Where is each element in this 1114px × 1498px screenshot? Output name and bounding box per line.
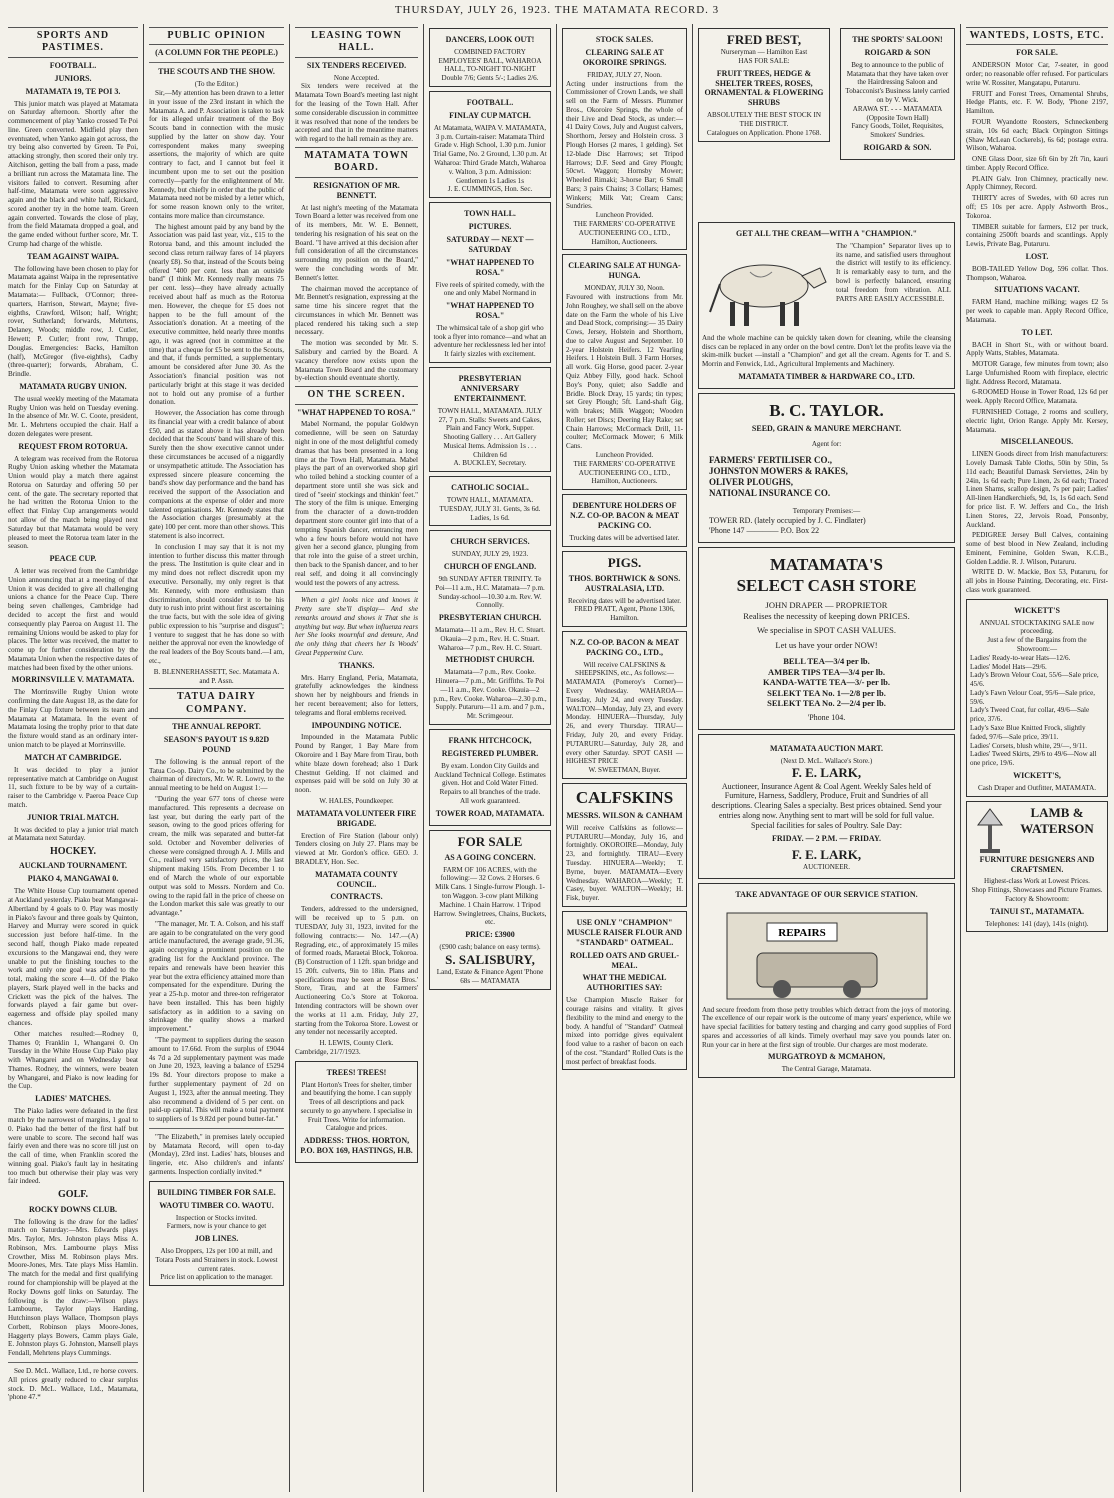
ad-text: Agent for: [811,439,842,448]
ad-heading: FURNITURE DESIGNERS AND CRAFTSMEN. [979,854,1095,874]
ad-text: "WHAT HAPPENED TO ROSA." [445,301,535,320]
ad-heading: N.Z. CO-OP. BACON & MEAT PACKING CO., LTD., [569,637,680,657]
column-rule [556,24,557,1492]
ad-text: "WHAT HAPPENED TO ROSA." [445,257,535,277]
for-sale-ad [429,830,551,990]
debenture-ad [562,494,687,547]
subheading: REQUEST FROM ROTORUA. [18,441,128,451]
ad-text: Temporary Premises:— [792,507,861,516]
section-heading: PUBLIC OPINION [149,27,284,45]
classified-item: 6-ROOMED House in Tower Road, 12s 6d per week. Apply Record Office, Matamata. [966,388,1108,406]
list-item: JOHNSTON MOWERS & RAKES, [709,465,848,476]
subheading: IMPOUNDING NOTICE. [311,720,402,730]
subheading: CONTRACTS. [330,892,383,902]
article-text: "During the year 677 tons of cheese were manufactured. This represents a decrease on last year, but during the early part of the season, owing to the good prices offering for cream, the milk was separated and butter-fat sold. October and November deliveries of cheese were consigned through A. J. Mills and Co., realised very satisfactory prices, the last shipment making 150s. From December 1 to end of March the whole of our exportable output was sold to Messrs. Nordern and Co. owing to the rapid fall in the price of cheese on the London market this sale was greatly to our advantage." [149,794,284,918]
subheading: GOLF. [58,1189,88,1201]
ad-heading: FRED BEST, [726,32,802,47]
ad-text: J. E. CUMMINGS, Hon. Sec. [447,185,533,194]
ad-heading: ROIGARD & SON. [863,142,932,152]
list-item: AMBER TIPS TEA—3/4 per lb. [768,666,885,677]
classified-item: FARM Hand, machine milking; wages £2 5s per week to capable man. Apply Record Office, Matamata. [966,298,1108,324]
classified-item: BOB-TAILED Yellow Dog, 596 collar. Thos. Thompson, Waharoa. [966,264,1108,282]
ad-text: Highest-class Work at Lowest Prices. [984,877,1090,886]
subheading: MISCELLANEOUS. [1000,437,1074,447]
section-heading: MATAMATA TOWN BOARD. [295,147,418,178]
ad-heading: TAKE ADVANTAGE OF OUR SERVICE STATION. [735,889,918,899]
classified-item: PLAIN Galv. Iron Chimney, practically new. Apply Chimney, Record. [966,174,1108,192]
ad-heading: TOWER ROAD, MATAMATA. [435,808,545,818]
article-text: The usual weekly meeting of the Matamata Rugby Union was held on Tuesday evening. In the absence of Mr. W. C. Coote, president, Mr. L. Mehrtens occupied the chair. Half a dozen delegates were present. [8,394,138,438]
ad-text: Plant Horton's Trees for shelter, timber and beautifying the home. I can supply Trees of all descriptions and pack securely to go anywhere. I specialise in Fruit Trees. Write for information. Catalogue and prices. [300,1080,413,1133]
subheading: MATCH AT CAMBRIDGE. [24,752,122,762]
article-text: Other matches resulted:—Rodney 0, Thames 0; Franklin 1, Whangarei 0. On Tuesday in the White House Cup Piako play with Whangarei and on Wednesday beat Thames. Rodney, the winners, were beaten by Whangarei, and Piako is now leading for the Cup. [8,1029,138,1091]
classified-item: THIRTY acres of Swedes, with 60 acres run off; £5 10s per acre. Apply Ashworth Bros., Tokoroa. [966,194,1108,220]
article-text: A letter was received from the Cambridge Union announcing that at a meeting of that Union it was decided to give all challenging unions a chance for the Peace Cup. There being seven challenges, Cambridge had decided to accept the first and would consequently play Paeroa on August 11. The remaining Unions would be asked to play for places. The letter was received, the matter to come up for further consideration by the Matamata Union when the respective dates of matches had been fixed by the other unions. [8,567,139,672]
subheading: LADIES' MATCHES. [35,1094,111,1104]
classifieds-column [962,24,1112,1492]
article-text: In conclusion I may say that it is not my intention to further discuss this matter through the press. The Institution is quite clear and in my mind does not reflect discredit upon my executive. Personally, my only regret is that Mr. Kennedy, with more enthusiasm than discrimination, should consider it to be his duty to rush into print without first ascertaining the true facts, but with the sole idea of giving public expression to his "surprise and disgust"; I venture to suggest that he has done so with neither the approval nor even the knowledge of the real leaders of the Boy Scouts band.—I am, etc., [149,542,284,665]
ad-heading: TAINUI ST., MATAMATA. [990,906,1084,916]
ad-text: Realises the necessity of keeping down PRICES. [743,610,910,621]
article-text: The Morrinsville Rugby Union wrote confirming the date August 18, as the date for the Finlay Cup fixture between its team and Matamata at Matamata. In the event of Matamata losing the trophy prior to that date the fixture would stand as an ordinary inter-union match to be played at Morrinsville. [8,688,138,750]
ad-heading: FRANK HITCHCOCK, [448,736,532,746]
ad-heading: WATERSON [1020,820,1094,836]
ad-text: JOHN DRAPER — PROPRIETOR [765,600,888,611]
signature: W. HALES, Poundkeeper. [319,796,394,805]
article-text: Tenders, addressed to the undersigned, will be received up to 5 p.m. on TUESDAY, July 31, 1923, invited for the following contracts:— No. 147.—(A) Regrading, etc., of approximately 15 miles of formed roads, Maraetai Block, Tokoroa. (B) Construction of 1 12ft. span bridge and 15 20ft. culverts, 9in to 18in. Plans and specifications may be seen at Rose Bros.' Store, Tirau, and at the Farmers' Auctioneering Co.'s Store at Tokoroa. Intending contractors will be shown over the works at 11 a.m. Friday, July 27, starting from the Tokoroa Store. Lowest or any tender not necessarily accepted. [295,905,418,1037]
column-rule [423,24,424,1492]
sports-column [4,24,142,1492]
ad-heading: WAOTU TIMBER CO. WAOTU. [159,1200,274,1210]
article-text: The Piako ladies were defeated in the first match by the narrowest of margins, 1 goal to 0. Piako had the better of the first half but were unable to score. The second half was fairly even and there was no score till just on the call of time, when Franklin scored the winning goal. Piako's fault lay in hesitating too much but otherwise their play was very fair indeed. [8,1107,138,1186]
subheading: TO LET. [1021,327,1053,337]
ad-heading: F. E. LARK, [791,847,862,862]
ad-heading: LAMB & [1030,804,1084,820]
ad-text: Land, Estate & Finance Agent 'Phone 68s — MATAMATA [436,967,544,985]
article-text: A telegram was received from the Rotorua Rugby Union asking whether the Matamata Union would play a match there against Rotorua on Saturday and offering 50 per cent. of the gate. The secretary reported that he had written the Rotorua Union to the effect that Finlay Cup arrangements would not allow of the match being played next Saturday but that Matamata would be very pleased to meet the Rotorua team later in the season. [8,454,138,551]
ad-text: And the whole machine can be quickly taken down for cleaning, while the cleansing discs can be replaced in any order on the bowl centre. Don't let the profits leave via the skim-milk bucket —install a "Champion" and get all the cream. Agents for T. and S. Morrin and Fenwick, Ltd., Agricultural Implements and Machinery. [702,333,951,369]
subheading: MORRINSVILLE V. MATAMATA. [11,675,135,685]
signature: B. BLENNERHASSETT, Sec. Matamata A. and P. Assn. [153,667,280,685]
ad-text: TOWN HALL, MATAMATA. JULY 27, 7 p.m. Stalls: Sweets and Cakes, Plain and Fancy Work, Supper. Shooting Gallery . . . Art Gallery Musical Items. Admission 1s . . . Children 6d [437,406,543,459]
classified-item: BACH in Short St., with or without board. Apply Watts, Stables, Matamata. [966,340,1108,358]
subheading: AUCKLAND TOURNAMENT. [18,861,127,871]
ad-text: 9th SUNDAY AFTER TRINITY. Te Poi—11 a.m., H.C. Matamata—7 p.m. Sunday-school—10.30 a.m. Rev. W. Connolly. [435,575,545,610]
lamp-illustration-icon [970,805,1010,855]
column-rule [692,24,693,1492]
ad-text: 'Phone 147 ———— P.O. Box 22 [709,526,820,536]
garage-illustration-icon [707,903,947,1003]
ad-text: TOWER RD. (lately occupied by J. C. Findlater) [709,516,866,526]
ad-heading: F. E. LARK, [791,765,862,781]
ad-text: Farmers, now is your chance to get [166,1222,267,1231]
agent-list [709,455,944,500]
ad-text: And secure freedom from those petty troubles which detract from the joys of motoring. The excellence of our repair work is the outcome of many years' experience, while we have special facilities for battery testing and charging and carry good supplies of Ford spares and accessories of all kinds. Timely overhaul may save you pounds later on. Run your car in here at the first sign of trouble. Our charges are most moderate. [702,1005,951,1049]
ad-text: ADDRESS: THOS. HORTON, P.O. BOX 169, HASTINGS, H.B. [300,1136,413,1156]
article-text: It was decided to play a junior representative match at Cambridge on August 11, such fixture to be by way of a curtain-raiser to the Cambridge v. Paeroa Peace Cup match. [8,765,138,809]
ad-heading: ROLLED OATS AND GRUEL-MEAL. [570,950,679,970]
ad-heading: BUILDING TIMBER FOR SALE. [157,1187,276,1197]
ad-heading: JOB LINES. [194,1234,239,1244]
ad-text: By exam. London City Guilds and Auckland Technical College. Estimates given. Hot and Cold Water Fitted. Repairs to all branches of the trade. [434,761,546,797]
dance-ad [429,28,551,87]
ad-text: W. SWEETMAN, Buyer. [588,766,661,775]
ad-text: Five reels of spirited comedy, with the one and only Mabel Normand in [435,280,545,298]
service-station-ad [698,883,955,1078]
article-text: The following is the draw for the ladies' match on Saturday:—Mrs. Edwards plays Mrs. Taylor, Mrs. Johnston plays Miss A. Robinson, Mrs. Lambourne plays Miss Crowther, Miss M. Robinson plays Mrs. Moore-Jones, Mrs. Tate plays Miss Hamlin. The match for the medal and first qualifying round for championship will be played at the Rocky Downs golf links on Saturday. The following is the draw:—Wilson plays Lambourne, Taylor plays Harding, Hutchinson plays Wallace, Thompson plays Corbett, Robinson plays Moore-Jones, Haggerty plays Bowers, Camm plays Gale, E. Johnston plays G. Johnston, Mansell plays Fendall, Mehrtens plays Cummings. [8,1217,138,1358]
ad-heading: FRIDAY. — 2 P.M. — FRIDAY. [772,834,881,844]
ad-text: All work guaranteed. [459,796,521,805]
ad-text: At Matamata, WAIPA V. MATAMATA, 3 p.m. Curtain-raiser: Matamata Third Grade v. High School, 1.30 p.m. Junior Trial Game, No. 2 Ground, 1.30 p.m. At Waharoa: Third Grade Match, Waharoa v. Walton, 3 p.m. Admission: Gentlemen 1s Ladies 1s [433,123,547,185]
ad-heading: PICTURES. [468,222,512,231]
article-text: Six tenders were received at the Matamata Town Board's meeting last night for the leasing of the Town Hall. After some considerable discussion in committee it was resolved that none of the tenders be accepted and that in the meantime matters with regard to the hall remain as they are. [295,82,418,144]
article-text: The motion was seconded by Mr. S. Salisbury and carried by the Board. A vacancy therefore now exists upon the Matamata Town Board and the customary by-election should eventuate shortly. [295,339,418,383]
list-item: SELEKT TEA No. 1—2/8 per lb. [767,687,886,698]
signature: H. LEWIS, County Clerk. [319,1039,394,1048]
ad-text: Fancy Goods, Toilet, Requisites, Smokers' Sundries. [851,122,944,140]
section-heading: TATUA DAIRY COMPANY. [149,688,284,719]
article-text: None Accepted. [333,73,380,82]
ad-heading: MATAMATA TIMBER & HARDWARE CO., LTD. [738,372,915,382]
list-item: Lady's Fawn Velour Coat, 95/6—Sale price, 59/6. [970,688,1096,706]
ad-heading: SEED, GRAIN & MANURE MERCHANT. [751,424,902,434]
classified-item: ANDERSON Motor Car, 7-seater, in good order; no reasonable offer refused. For particulars write W. Rossiter, Mangatapu, Putaruru. [966,61,1108,87]
stock-sales-column [558,24,691,1492]
wide-ads-column [694,222,959,1492]
subheading: HOCKEY. [49,846,97,858]
ad-heading: WICKETT'S [1014,605,1060,615]
ad-heading: AS A GOING CONCERN. [444,852,536,862]
article-text: Impounded in the Matamata Public Pound by Ranger, 1 Bay Mare from Okoroire and 1 Bay Mare from Tirau, both white blaze down forehead; also 1 Dark Chestnut Gelding. If not claimed and expenses paid will be sold on July 30 at noon. [295,733,418,795]
ad-text: FRUIT TREES, HEDGE & SHELTER TREES, ROSES, ORNAMENTAL & FLOWERING SHRUBS [704,68,824,108]
section-heading: LEASING TOWN HALL. [295,27,418,58]
events-column [425,24,555,1492]
ad-text: The "Champion" Separator lives up to its name, and satisfied users throughout the district will testify to its efficiency. It is remarkably easy to turn, and the bowl is perfectly balanced, ensuring total freedom from vibration. ALL PARTS ARE EASILY ACCESSIBLE. [836,241,951,303]
subheading: THE ANNUAL REPORT. [172,722,261,732]
ad-heading: STOCK SALES. [595,35,654,44]
ad-heading: MATAMATA AUCTION MART. [770,743,883,753]
pictures-ad [429,202,551,363]
ad-text: We specialise in SPOT CASH VALUES. [756,625,897,636]
ad-text: Beg to announce to the public of Matamata that they have taken over the Hairdressing Saloon and Tobacconist's Business lately carried on by V. Wick. [845,60,950,104]
classified-item: TIMBER suitable for farmers, £12 per truck, containing 2500ft boards and scantlings. Apply Lewis, Private Bag, Putaruru. [966,222,1108,249]
ad-text: Cash Draper and Outfitter, MATAMATA. [978,783,1096,792]
ad-text: Inspection or Stocks invited. [175,1213,258,1222]
hunga-sale-ad [562,254,687,490]
article-text: Cambridge, 21/7/1923. [295,1047,361,1056]
ad-heading: PRESBYTERIAN ANNIVERSARY ENTERTAINMENT. [453,374,527,403]
article-text: The following is the annual report of the Tatua Co-op. Dairy Co., to be submitted by the chairman of directors, Mr. W. R. Lowry, to the annual meeting to be held on August 1:— [149,757,284,793]
article-text: "The payment to suppliers during the season amount to 17.66d. From the surplus of £9044 4s 7d a 2d supplementary payment was made on June 20, 1923, leaving a balance of £5294 19s 8d. Your directors propose to make a further supplementary payment of 2d on August 1, 1923, after the annual meeting. They also recommend a dividend of 5 per cent. on paid-up capital. This will make a total payment to suppliers of 1s 9.82d per pound butter-fat." [149,1036,284,1124]
ad-text: TOWN HALL, MATAMATA. TUESDAY, JULY 31. Gents, 3s 6d. Ladies, 1s 6d. [439,496,541,522]
subheading: TEAM AGAINST WAIPA. [27,251,119,261]
ad-heading: CATHOLIC SOCIAL. [451,483,529,493]
article-text: Sir,—My attention has been drawn to a letter in your issue of the 23rd instant in which the Matamata A. and P. Association is taken to task for its alleged unfair treatment of the Boy Scouts band in connection with the music supplied by the latter on show day. Your correspondent makes many sweeping assertions, the majority of which are quite contrary to fact, and I cannot but feel it incumbent upon me to set out the position correctly—partly for the enlightenment of Mr. Kennedy, but chiefly in order that the public of Matamata need not be misled by a letter which, for some reason known only to the writer, contains more malice than circumstance. [149,88,284,220]
ad-text: THE FARMERS' CO-OPERATIVE AUCTIONEERING CO., LTD., Hamilton, Auctioneers. [573,459,676,486]
article-text: When a girl looks nice and knows it Pretty sure she'll display— And she remarks around and shows it That she is anything but way. But when influenza rears her She looks mournful and demure, And the only thing that cheers her Is Woods' Great Peppermint Cure. [295,596,418,657]
article-text: The chairman moved the acceptance of Mr. Bennett's resignation, expressing at the same time his sincere regret that the circumstances in which Mr. Bennett was placed rendered his taking such a step necessary. [295,284,418,337]
subheading: SEASON'S PAYOUT 1S 9.82D POUND [163,735,270,754]
ad-text: Catalogues on Application. Phone 1768. [706,128,822,137]
ad-text: MONDAY, JULY 30, Noon. [584,284,665,293]
ad-text: Acting under instructions from the Commissioner of Crown Lands, we shall sell on the Farm of Messrs. Plummer Bros., Okoroire Springs, the whole of their Live and Dead Stock, as under:— 41 Dairy Cows, July and August calvers, Shorthorn, Jersey and Holstein cross. 3 Plough Horses (2 mares, 1 gelding). Set 12-blade Disc Harrows; set Tripod Harrows; D.F. Seed and Grey Plough; 50cwt. Waggon; Hornsby Mower; Wheeled Rimaki; 3-horse Bar; 6 Small Bars; 3 pairs Chains; 3 Collars; Hames; Winkers; Milk Vat; Cream Cans; Sundries. [566,79,683,211]
subheading: JUNIOR TRIAL MATCH. [27,812,119,822]
ad-text: FARM OF 106 ACRES, with the following:— 32 Cows. 2 Horses. 6 Milk Cans. 1 Single-furrow Plough. 1-ton Waggon. 3-cow plant Milking Machine. 1 Chain Harrow. 1 Tripod Harrow. Swingletrees, Chains, Buckets, etc. [433,865,547,927]
subheading: FOR SALE. [1016,48,1058,58]
ad-heading: FOOTBALL. [466,98,514,108]
ad-text: Will receive Calfskins as follows:— PUTARURU—Monday, July 16, and fortnightly. OKOROIRE—Monday, July 23, and fortnightly. TIRAU—Every Tuesday. HINUERA—Weekly; T. Byrne, buyer. MATAMATA—Every Wednesday. WAHAROA—Weekly; T. Casey, buyer. WALTON—Weekly; H. Fisk, buyer. [566,823,683,903]
public-opinion-column [145,24,288,1492]
article-text: The following have been chosen to play for Matamata against Waipa in the representative match for the Finlay Cup on Saturday at Matamata:— Fullback, O'Connor; three-quarters, Harrison, Stewart, Mayne; five-eighths, Crawford, Wilson; half, Wright; rover, Sutherland; forwards, Mehrtens, Delaney, Woods; middle row, J. Cutler, Hewett; P. Cutler; front row, Thrupp, Douglas. Emergencies: Backs, Hamilton (half), McGregor (five-eighths), Cadby (three-quarter); forwards, Abraham, C. Brindle. [8,264,138,379]
ad-heading: PRESBYTERIAN CHURCH. [438,613,542,623]
list-item: Lady's Tweed Coat, fur collar, 49/6—Sale price, 37/6. [970,706,1090,724]
subheading: PIAKO 4, MANGAWAI 0. [27,874,119,884]
list-item: BELL TEA—3/4 per lb. [783,656,870,667]
column-rule [143,24,144,1492]
ad-heading: FINLAY CUP MATCH. [449,110,531,120]
ad-heading: MATAMATA'S [769,554,883,574]
ad-text: Will receive CALFSKINS & SHEEPSKINS, etc., As follows:— [575,660,674,678]
subheading: RESIGNATION OF MR. BENNETT. [313,180,400,200]
article-text: The highest amount paid by any band by the Association was paid last year, viz., £15 to the Rotorua band, and this amount included the second class return railway fares of 14 players (nearly £8). So that, instead of the Scouts being offered "400 per cent. less than an outside band" (I think Mr. Kennedy really means 75 per cent. less)—they have already actually received about half as much as the Rotorua men. However, the cheque for £5 does not happen to be the full amount of the Association's donation. At a meeting of the executive committee, held nearly three months ago, it was agreed (not in committee at the time) that a cheque for £5 be sent to the Scouts, and that, if funds permitted, a supplementary amount be considered after June 30. As the Association's financial position was not particularly bright at this stage it was decided not to hold out any promise of a further donation. [149,222,284,407]
ad-text: Matamata—7 p.m., Rev. Cooke. Hinuera—7 p.m., Mr. Griffiths. Te Poi—11 a.m., Rev. Cooke. Okauia—2 p.m., Rev. Cooke. Waharoa—2.30 p.m., Supply. Putaruru—11 a.m. and 7 p.m., Mr. Scrimgeour. [433,668,547,721]
classified-item: PEDIGREE Jersey Bull Calves, containing some of best blood in New Zealand, including Eminent, Feminine, Golden Swan, K.C.B., Golden Laddie. R. J. Wilson, Putaruru. [966,531,1108,566]
ad-text: (Next D. McL. Wallace's Store.) [780,756,873,765]
champion-flour-ad [562,911,687,1071]
list-item: KANDA-WATTE TEA—3/- per lb. [762,677,891,688]
ad-text: AUCTIONEER. [802,863,851,872]
ad-text: Nurseryman — Hamilton East [720,48,808,57]
ad-text: Trucking dates will be advertised later. [569,533,680,542]
subheading: THE SCOUTS AND THE SHOW. [158,67,275,77]
ad-text: SUNDAY, JULY 29, 1923. [451,550,529,559]
ad-text: Use Champion Muscle Raiser for courage raisins and vitality. It gives flexibility to the mind and energy to the body. A handful of "Standard" Oatmeal mixed into porridge gives equivalent food value to a rasher of bacon on each of the cost. "Standard" Rolled Oats is the most perfect of breakfast foods. [566,996,683,1066]
ad-text: (£900 cash; balance on easy terms). [439,943,541,952]
ad-heading: THOS. BORTHWICK & SONS. AUSTRALASIA, LTD. [568,573,681,593]
list-item: Ladies' Tweed Skirts, 29/6 to 49/6—Now all one price, 19/6. [970,750,1097,768]
ad-text: FRED PRATT, Agent, Phone 1306, Hamilton. [574,605,675,623]
page-header: THURSDAY, JULY 26, 1923. THE MATAMATA RECORD. 3 [394,4,720,16]
list-item: SELEKT TEA No. 2—2/4 per lb. [767,698,886,709]
list-item: Ladies' Ready-to-wear Hats—12/6. [970,653,1071,662]
list-item: NATIONAL INSURANCE CO. [709,488,831,499]
subheading: JUNIORS. [54,73,92,83]
cow-illustration-icon [702,242,832,334]
subheading: LOST. [1025,251,1049,261]
ad-text: Just a few of the Bargains from the Showroom:— [987,636,1087,654]
cash-store-ad [698,547,955,730]
list-item: OLIVER PLOUGHS, [709,477,794,488]
list-item: Lady's Saxe Blue Knitted Frock, slightly faded, 97/6—Sale price, 39/11. [970,724,1086,741]
ad-heading: B. C. TAYLOR. [769,400,884,420]
cream-separator-ad [698,222,955,389]
ad-heading: CALFSKINS [575,787,674,807]
ad-heading: MESSRS. WILSON & CANHAM [566,810,683,820]
skins-ad [562,631,687,779]
classified-item: FURNISHED Cottage, 2 rooms and scullery, electric light, Orion Range. Apply Mr. Kersey, Matamata. [966,408,1108,434]
ad-heading: SELECT CASH STORE [736,576,917,595]
article-text: Mabel Normand, the popular Goldwyn comedienne, will be seen on Saturday night in one of the most delightful comedy dramas that has been presented in a long time at the Town Hall, Matamata. Mabel plays the part of an overworked shop girl who toiled behind a stocking counter of a department store until she was sick and tired of "seein' stockings and thinkin' feet." The story of the film is unique. Emerging from the character of a down-trodden department store counter girl into that of a tempting Spanish dancer, entrancing men who a few hours before would not have given her a second glance, plunging from that role into the guise of a street urchin, then back to the Spanish dancer, and to her real self, and doing it all convincingly would test the powers of any actress. [295,420,418,587]
ad-heading: TOWN HALL. [464,209,516,219]
calfskins-ad [562,783,687,907]
article-text: However, the Association has come through its financial year with a credit balance of about £50, and as stated above it has already been decided that the Scouts' band will share of this. Surely then the show executive cannot under these circumstances be accused of a niggardly or unsympathetic attitude. The Association has expressed sincere pleasure concerning the band's show day performance and the band has received the support of the Association and companions at the expense of older and more talented organisations. Mr. Kennedy states that the Association charges (presumably at the gate) 100 per cent. more than other shows. This statement is also incorrect. [149,409,285,541]
lamb-waterson-ad [966,801,1108,933]
article-text: See D. McL. Wallace, Ltd., re horse covers. All prices greatly reduced to clear surplus stock. D. McL. Wallace, Ltd., Matamata, 'phone 47.* [8,1367,138,1402]
taylor-ad [698,393,955,543]
ad-text: Auctioneer, Insurance Agent & Coal Agent. Weekly Sales held of Furniture, Harness, Saddlery, Produce, Fruit and Sundries of all descriptions. Clearing Sales a specialty. Best prices obtained. Send your entries along now. Anything sent to mart will be sold for full value. Special facilities for sales of Poultry. Sale Day: [711,781,942,831]
ad-heading: REGISTERED PLUMBER. [441,748,539,758]
subheading: MATAMATA VOLUNTEER FIRE BRIGADE. [296,808,417,828]
classified-item: LINEN Goods direct from Irish manufacturers: Lovely Damask Table Cloths, 50in by 50in, 5s 11d each; Beautiful Damask Serviettes, 24in by 24in, 1s 6d each; Pure Linen, 2s 6d each; Traced Linen Shams, scallop design, 7s per pair; Ladies' All-linen Handkerchiefs, 9d, 1s, 1s 6d each. Send for price list. F. W. Jeffers and Co., the Irish Linen Stores, 22, Jervois Road, Ponsonby, Auckland. [966,450,1108,529]
ad-heading: WHAT THE MEDICAL AUTHORITIES SAY: [582,973,667,993]
ad-heading: PRICE: £3900 [465,930,515,940]
tea-list [707,656,946,709]
ad-text: ANNUAL STOCKTAKING SALE now proceeding. [979,618,1095,636]
ad-heading: WICKETT'S, [1013,770,1061,780]
classified-item: FRUIT and Forest Trees, Ornamental Shrubs, Hedge Plants, etc. F. W. Body, 'Phone 2197, Hamilton. [966,89,1108,116]
subheading: MATAMATA COUNTY COUNCIL. [315,869,398,889]
subheading: THANKS. [338,660,375,670]
ad-text: Double 7/6; Gents 5/-; Ladies 2/6. [441,74,539,83]
ad-text: Telephones: 141 (day), 141s (night). [985,919,1089,928]
ad-text: COMBINED FACTORY EMPLOYEES' BALL, WAHAROA HALL, TO-NIGHT TO-NIGHT [438,47,542,74]
ad-heading: TREES! TREES! [326,1067,387,1077]
ad-text: Receiving dates will be advertised later. [567,596,682,605]
subheading: PEACE CUP. [49,554,97,564]
subheading: SIX TENDERS RECEIVED. [306,60,407,70]
list-item: FARMERS' FERTILISER CO., [709,454,833,465]
plumber-ad [429,729,551,826]
ad-text: SATURDAY — NEXT — SATURDAY [446,234,534,254]
subheading: (A COLUMN FOR THE PEOPLE.) [155,48,278,58]
ad-text: Favoured with instructions from Mr. John Roughey, we shall sell on the above date on the Farm the whole of his Live and Dead Stock, comprising:— 35 Dairy Cows, Jersey, Holstein and Shorthorn, due to calve August and September. 10 2-year Holstein Heifers. 12 Yearling Heifers. 1 Holstein Bull. 3 Farm Horses, all work. Gig Horse, good pacer. 2-year Quiz Abbey Filly, good hack. School Boy's Pony, quiet; also Saddle and Bridle. Block Dray, 15 yards; tin types; set Grey Plough; 5ft. Land-shaft Gig, with brakes; Milk Waggon; Wooden Roller; set Discs; Deering Hay Rake; set Chain Harrows; McCormack Drill, 11-coulter; McCormack Mower; 6 Milk Cans. [566,292,683,451]
ad-text: MATAMATA (Pomeroy's Corner)—Every Wednesday. WAHAROA—Tuesday, July 24, and every Tuesday. WALTON—Monday, July 23, and every Monday. HINUERA—Thursday, July 26, and every Thursday. TIRAU—Friday, July 20, and every Friday. PUTARURU—Saturday, July 28, and every other Saturday. SPOT CASH — HIGHEST PRICE [566,678,683,766]
column-rule [289,24,290,1492]
ad-heading: CHURCH SERVICES. [450,537,530,547]
football-ad [429,91,551,198]
ad-text: ARAWA ST. - - - MATAMATA (Opposite Town Hall) [852,104,943,122]
ad-text: Shop Fittings, Showcases and Picture Frames. [971,886,1103,895]
article-text: At last night's meeting of the Matamata Town Board a letter was received from one of its members, Mr. W. E. Bennett, tendering his resignation of his seat on the Board. "I have arrived at this decision after full consideration of all the circumstances surrounding my position on the Board," were the concluding words of Mr. Bennett's letter. [295,203,418,282]
ad-text: Luncheon Provided. [595,451,654,459]
subheading: ROCKY DOWNS CLUB. [29,1204,117,1214]
wicketts-ad [966,599,1108,797]
list-item: Lady's Brown Velour Coat, 55/6—Sale price, 45/6. [970,671,1099,689]
ad-text: Also Droppers, 12s per 100 at mill, and Totara Posts and Strainers in stock. Lowest current rates. [155,1247,278,1273]
ad-text: Factory & Showroom: [1005,895,1069,904]
ad-text: Let us have your order NOW! [775,639,878,650]
ad-heading: METHODIST CHURCH. [445,655,535,665]
ad-text: Matamata—11 a.m., Rev. H. C. Stuart. Okauia—2 p.m., Rev. H. C. Stuart. Waharoa—7 p.m., Rev. H. C. Stuart. [435,626,545,652]
ad-heading: S. SALISBURY, [445,951,535,967]
ad-heading: USE ONLY "CHAMPION" MUSCLE RAISER FLOUR AND "STANDARD" OATMEAL. [566,917,683,947]
ad-text: A. BUCKLEY, Secretary. [453,459,527,468]
ad-text: THE FARMERS' CO-OPERATIVE AUCTIONEERING CO., LTD., Hamilton, Auctioneers. [573,220,676,246]
auction-mart-ad [698,734,955,879]
article-text: Mrs. Harry England, Peria, Matamata, gratefully acknowledges the kindness shown her by neighbours and friends in her recent bereavement; also for letters, telegrams and floral emblems received. [295,673,418,717]
column-rule [960,24,961,1492]
ad-heading: PIGS. [607,554,642,570]
list-item: Ladies' Model Hats—29/6. [970,662,1047,671]
ad-heading: CLEARING SALE AT HUNGA-HUNGA. [568,261,681,281]
subheading: FOOTBALL. [49,60,97,70]
ad-heading: DEBENTURE HOLDERS OF N.Z. CO-OP. BACON & MEAT PACKING CO. [569,501,680,530]
article-text: This junior match was played at Matamata on Saturday afternoon. Shortly after the commencement of play Yanko crossed Te Poi line. Green converted. Midfield play then eventuated, when Yanko again got across, the try being also converted by Green. Te Poi, attacking strongly, then scored their only try. Aitchison, getting the ball from a pass, made a brilliant run across the Matamata line. The visitors failed to convert. Resuming after half-time, Matamata were soon aggressive again and the black and white half, Rickard, scored another try in the home team. Green again converted. Towards the close of play, from the field Matamata dropped a goal, and the game ended without further score, Mr. T. Crump had charge of the whistle. [8,99,138,248]
section-heading: SPORTS AND PASTIMES. [8,27,138,58]
subheading: "WHAT HAPPENED TO ROSA." [297,407,416,417]
ad-heading: FOR SALE [457,833,523,849]
ad-heading: CLEARING SALE AT OKOROIRE SPRINGS. [582,47,667,67]
stock-sales-ad [562,28,687,250]
article-text: (To the Editor.) [194,80,239,89]
pigs-ad [562,551,687,627]
article-text: Erection of Fire Station (labour only) Tenders closing on July 27. Plans may be viewed at Mr. Gordon's office. GEO. J. BRADLEY, Hon. Sec. [295,831,418,866]
section-heading: ON THE SCREEN. [295,386,418,404]
subheading: MATAMATA 19, TE POI 3. [25,86,121,96]
presbyterian-ad [429,367,551,472]
ad-text: Price list on application to the manager. [160,1273,273,1282]
timber-ad [149,1181,284,1286]
town-hall-column [291,24,422,1492]
list-item: Ladies' Corsets, blush white, 29/—, 9/11. [970,741,1088,750]
ad-heading: THE SPORTS' SALOON! [852,35,943,44]
ad-heading: GET ALL THE CREAM—WITH A "CHAMPION." [735,229,918,238]
article-text: It was decided to play a junior trial match at Matamata next Saturday. [8,825,138,843]
ad-text: Luncheon Provided. [595,211,654,220]
classified-item: WRITE D. W. Mackie, Box 53, Putaruru, for all jobs in House Painting, Decorating, etc. First-class work guaranteed. [966,568,1108,594]
trees-ad [295,1061,418,1163]
article-text: "The manager, Mr. T. A. Colson, and his staff are again to be congratulated on the very good article manufactured, the average grade, 91.36, again occupying a prominent position on the grading list for the Auckland province. The repairs and renewals have been heavier this year but the extra efficiency attained more than compensated for the expenditure. During the year a 25-h.p. motor and three-ton refrigerator have been installed. This has been highly satisfactory as in addition to a saving on shrinkage the quality shows a marked improvement." [149,919,284,1034]
article-text: "The Elizabeth," in premises lately occupied by Matamata Record, will open to-day (Monday), 23rd inst. Ladies' hats, blouses and lingerie, etc. Also children's and infants' garments. Inspection cordially invited.* [149,1132,284,1176]
classified-item: FOUR Wyandotte Roosters, Schneckenberg strain, 10s 6d each; Black Orpington Sittings (Shaw McLean Cockerels), 6s 6d; postage extra. Wilson, Waharoa. [966,117,1108,153]
ad-text: The whimsical tale of a shop girl who took a flyer into romance—and what an adventure her recklessness led her into! It fairly sizzles with excitement. [433,323,547,359]
subheading: SITUATIONS VACANT. [994,285,1080,295]
ad-heading: DANCERS, LOOK OUT! [445,35,535,44]
church-ad [429,530,551,725]
ad-text: FRIDAY, JULY 27, Noon. [587,70,662,79]
ad-text: 'Phone 104. [807,712,846,722]
ad-text: ABSOLUTELY THE BEST STOCK IN THE DISTRICT. [706,111,822,129]
repairs-sign: REPAIRS [777,926,826,939]
catholic-ad [429,476,551,526]
classified-item: ONE Glass Door, size 6ft 6in by 2ft 7in, kauri timber. Apply Record Office. [966,155,1108,172]
ad-text: HAS FOR SALE: [738,56,790,65]
article-text: The White House Cup tournament opened at Auckland yesterday. Piako beat Mangawai-Albertland by 4 goals to 0. Play was mostly in Piako's favour and three goals by Quinton, Harvey and Murray were scored in quick succession just before half-time. In the second half, though Piako made repeated excursions to the Mangawai end, they were unable to put the finishing touches to the work and only one goal was added to the total, making the score 4—0. Of the Piako players, Stark played well in the backs and Crickett was the pick of the halves. The forwards played a fair game but over-eagerness and offside play spoiled many chances. [8,887,138,1028]
ad-text: The Central Garage, Matamata. [781,1065,872,1074]
ad-heading: ROIGARD & SON [864,47,931,57]
ad-heading: CHURCH OF ENGLAND. [443,562,537,572]
section-heading: WANTEDS, LOSTS, ETC. [966,27,1108,45]
classified-item: MOTOR Garage, few minutes from town; also Large Unfurnished Room with fireplace, electric light. Address Record, Matamata. [966,360,1108,386]
subheading: MATAMATA RUGBY UNION. [19,381,127,391]
ad-heading: MURGATROYD & MCMAHON, [768,1052,885,1062]
